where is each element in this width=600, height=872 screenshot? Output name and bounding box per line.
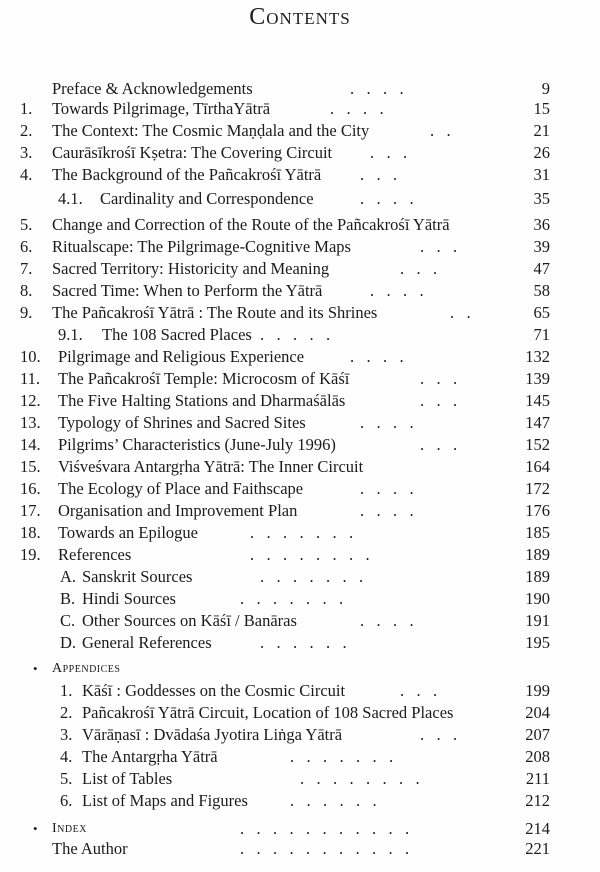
page-number: 221 <box>525 839 550 858</box>
bullet-icon: • <box>33 661 38 676</box>
entry-title: Change and Correction of the Route of the Pañcakrośī Yātrā <box>52 215 450 234</box>
page-number: 208 <box>525 747 550 766</box>
entry-title: General References <box>82 633 212 652</box>
dot-leader: . . . <box>370 143 408 162</box>
toc-entry <box>0 544 600 566</box>
page-number: 15 <box>533 99 550 118</box>
page-title: Contents <box>249 4 351 30</box>
page-number: 21 <box>533 121 550 140</box>
dot-leader: . . <box>450 303 471 322</box>
page-number: 145 <box>525 391 550 410</box>
toc-entry <box>0 98 600 120</box>
dot-leader: . . . . <box>350 347 404 366</box>
entry-number: 13. <box>20 413 41 432</box>
entry-title: Ritualscape: The Pilgrimage-Cognitive Maps <box>52 237 351 256</box>
entry-title: Index <box>52 821 87 836</box>
toc-entry <box>0 588 600 610</box>
toc-entry <box>0 478 600 500</box>
toc-entry <box>0 658 600 680</box>
entry-title: The Author <box>52 839 128 858</box>
entry-number: 8. <box>20 281 33 300</box>
dot-leader: . . . <box>420 391 458 410</box>
entry-title: Viśveśvara Antargṛha Yātrā: The Inner Circuit <box>58 457 364 476</box>
page-number: 212 <box>525 791 550 810</box>
entry-number: 15. <box>20 457 41 476</box>
page-number: 191 <box>525 611 550 630</box>
entry-number: 5. <box>20 215 33 234</box>
entry-number: 17. <box>20 501 41 520</box>
page-number: 152 <box>525 435 550 454</box>
entry-number: 18. <box>20 523 41 542</box>
dot-leader: . . . . . . . . <box>300 769 420 788</box>
toc-entry <box>0 702 600 724</box>
entry-number: 1. <box>60 681 73 700</box>
page-number: 39 <box>533 237 550 256</box>
dot-leader: . . . <box>420 369 458 388</box>
toc-entry <box>0 456 600 478</box>
dot-leader: . . . . <box>360 189 414 208</box>
page-number: 47 <box>533 259 550 278</box>
dot-leader: . . . . <box>360 611 414 630</box>
dot-leader: . . . <box>400 681 438 700</box>
entry-number: 7. <box>20 259 33 278</box>
entry-title: Pañcakrośī Yātrā Circuit, Location of 108 Sacred Places <box>82 703 454 722</box>
entry-title: Typology of Shrines and Sacred Sites <box>58 413 306 432</box>
dot-leader: . . . . <box>360 501 414 520</box>
dot-leader: . . . . . . <box>290 791 377 810</box>
entry-number: 4. <box>20 165 33 184</box>
entry-title: The Context: The Cosmic Maṇḍala and the City <box>52 121 370 140</box>
toc-entry <box>0 412 600 434</box>
entry-number: 9.1. <box>58 325 83 344</box>
entry-title: Sacred Territory: Historicity and Meaning <box>52 259 330 278</box>
entry-title: The Pañcakrośī Yātrā : The Route and its Shrines <box>52 303 378 322</box>
toc-entry <box>0 236 600 258</box>
toc-entry <box>0 632 600 654</box>
toc-entry <box>0 188 600 210</box>
entry-title: Preface & Acknowledgements <box>52 79 253 98</box>
toc-entry <box>0 746 600 768</box>
dot-leader: . . . <box>360 165 398 184</box>
entry-number: 4. <box>60 747 73 766</box>
dot-leader: . . . . . . . . . . . <box>240 819 410 838</box>
page-number: 211 <box>525 769 550 788</box>
dot-leader: . . . . . . <box>260 633 347 652</box>
entry-title: List of Tables <box>82 769 173 788</box>
entry-number: 11. <box>20 369 41 388</box>
dot-leader: . . . . . . . . <box>250 545 370 564</box>
page-number: 214 <box>525 819 550 838</box>
dot-leader: . . . <box>420 435 458 454</box>
entry-number: 5. <box>60 769 73 788</box>
page-number: 65 <box>533 303 550 322</box>
page-number: 190 <box>525 589 550 608</box>
page-number: 139 <box>525 369 550 388</box>
toc-entry <box>0 164 600 186</box>
page-number: 31 <box>533 165 550 184</box>
entry-title: Towards an Epilogue <box>58 523 198 542</box>
page-number: 71 <box>533 325 550 344</box>
toc-entry <box>0 302 600 324</box>
toc-entry <box>0 610 600 632</box>
page-number: 35 <box>533 189 550 208</box>
entry-number: 2. <box>60 703 73 722</box>
bullet-icon: • <box>33 821 38 836</box>
entry-title: The 108 Sacred Places <box>102 325 252 344</box>
toc-entry <box>0 324 600 346</box>
page-number: 147 <box>525 413 550 432</box>
toc-entry <box>0 768 600 790</box>
toc-entry <box>0 346 600 368</box>
dot-leader: . . . . <box>330 99 384 118</box>
entry-number: B. <box>60 589 76 608</box>
entry-title: The Five Halting Stations and Dharmaśālās <box>58 391 346 410</box>
entry-title: Pilgrimage and Religious Experience <box>58 347 305 366</box>
toc-entry <box>0 500 600 522</box>
entry-number: 16. <box>20 479 41 498</box>
page-number: 189 <box>525 567 550 586</box>
entry-number: 1. <box>20 99 33 118</box>
entry-title: References <box>58 545 132 564</box>
entry-number: 14. <box>20 435 41 454</box>
toc-entry <box>0 838 600 860</box>
toc-entry <box>0 214 600 236</box>
dot-leader: . . . . . . . . . . . <box>240 839 410 858</box>
entry-title: Pilgrims’ Characteristics (June-July 1996) <box>58 435 336 454</box>
entry-number: 2. <box>20 121 33 140</box>
entry-number: 10. <box>20 347 41 366</box>
toc-entry <box>0 390 600 412</box>
toc-entry <box>0 434 600 456</box>
page-number: 9 <box>541 79 550 98</box>
toc-entry <box>0 522 600 544</box>
entry-number: 6. <box>20 237 33 256</box>
entry-title: Vārāṇasī : Dvādaśa Jyotira Liṅga Yātrā <box>82 725 343 744</box>
entry-title: Other Sources on Kāśī / Banāras <box>82 611 297 630</box>
entry-number: 3. <box>60 725 73 744</box>
page-number: 207 <box>525 725 550 744</box>
page-number: 189 <box>525 545 550 564</box>
entry-number: A. <box>60 567 77 586</box>
entry-title: The Ecology of Place and Faithscape <box>58 479 304 498</box>
entry-title: Organisation and Improvement Plan <box>58 501 298 520</box>
entry-title: Hindi Sources <box>82 589 176 608</box>
dot-leader: . . . . <box>350 79 404 98</box>
toc-entry <box>0 566 600 588</box>
toc-entry <box>0 258 600 280</box>
dot-leader: . . . . . . . <box>240 589 344 608</box>
dot-leader: . . . . <box>360 479 414 498</box>
entry-title: Sanskrit Sources <box>82 567 193 586</box>
entry-title: Caurāsīkrośī Kṣetra: The Covering Circuit <box>52 143 333 162</box>
toc-entry <box>0 818 600 840</box>
toc-entry <box>0 78 600 100</box>
entry-number: 19. <box>20 545 41 564</box>
dot-leader: . . . . <box>360 413 414 432</box>
toc-entry <box>0 724 600 746</box>
dot-leader: . . . . <box>370 281 424 300</box>
page-number: 36 <box>533 215 550 234</box>
entry-title: The Background of the Pañcakrośī Yātrā <box>52 165 322 184</box>
entry-number: 12. <box>20 391 41 410</box>
page-number: 176 <box>525 501 550 520</box>
entry-title: The Antargṛha Yātrā <box>82 747 218 766</box>
entry-title: The Pañcakrośī Temple: Microcosm of Kāśī <box>58 369 350 388</box>
toc-entry <box>0 280 600 302</box>
entry-title: List of Maps and Figures <box>82 791 248 810</box>
entry-number: 4.1. <box>58 189 83 208</box>
entry-number: 3. <box>20 143 33 162</box>
page-number: 26 <box>533 143 550 162</box>
page-number: 204 <box>525 703 550 722</box>
entry-number: 6. <box>60 791 73 810</box>
dot-leader: . . . . . . . <box>290 747 394 766</box>
dot-leader: . . <box>430 121 451 140</box>
toc-entry <box>0 368 600 390</box>
dot-leader: . . . . . . . <box>250 523 354 542</box>
page-number: 195 <box>525 633 550 652</box>
entry-title: Cardinality and Correspondence <box>100 189 314 208</box>
dot-leader: . . . <box>420 725 458 744</box>
entry-title: Sacred Time: When to Perform the Yātrā <box>52 281 323 300</box>
toc-entry <box>0 120 600 142</box>
toc-entry <box>0 142 600 164</box>
toc-entry <box>0 680 600 702</box>
page-number: 164 <box>525 457 550 476</box>
dot-leader: . . . . . . . <box>260 567 364 586</box>
entry-number: C. <box>60 611 76 630</box>
entry-number: D. <box>60 633 77 652</box>
page-number: 58 <box>533 281 550 300</box>
dot-leader: . . . . . <box>260 325 331 344</box>
page-number: 199 <box>525 681 550 700</box>
entry-title: Kāśī : Goddesses on the Cosmic Circuit <box>82 681 346 700</box>
entry-title: Appendices <box>52 661 121 676</box>
dot-leader: . . . <box>420 237 458 256</box>
entry-title: Towards Pilgrimage, TīrthaYātrā <box>52 99 271 118</box>
page-number: 185 <box>525 523 550 542</box>
page-number: 172 <box>525 479 550 498</box>
page-number: 132 <box>525 347 550 366</box>
dot-leader: . . . <box>400 259 438 278</box>
entry-number: 9. <box>20 303 33 322</box>
toc-entry <box>0 790 600 812</box>
